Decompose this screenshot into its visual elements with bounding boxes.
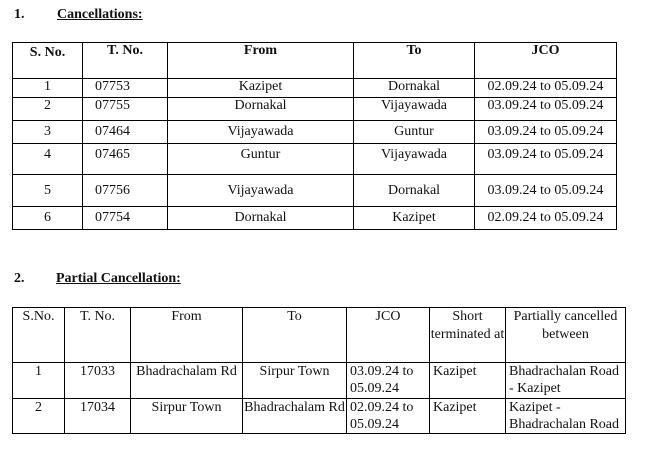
header-partially-cancelled: Partially cancelled between <box>506 308 626 363</box>
section-1-title: Cancellations: <box>57 7 143 22</box>
cell-sno: 4 <box>13 144 83 175</box>
cell-sno: 2 <box>13 399 65 434</box>
table-row <box>13 98 617 121</box>
cell-to: Dornakal <box>354 79 475 98</box>
cell-short-terminated: Kazipet <box>430 363 506 399</box>
section-2-title: Partial Cancellation: <box>56 271 181 286</box>
cell-from: Sirpur Town <box>131 399 243 434</box>
table-row <box>13 79 617 98</box>
header-from: From <box>168 43 354 79</box>
cell-jco: 02.09.24 to 05.09.24 <box>347 399 430 434</box>
cell-sno: 5 <box>13 175 83 207</box>
cell-to: Sirpur Town <box>243 363 347 399</box>
cell-from: Guntur <box>168 144 354 175</box>
cell-jco: 03.09.24 to 05.09.24 <box>475 175 617 207</box>
cell-from: Vijayawada <box>168 175 354 207</box>
table-row <box>13 207 617 230</box>
cell-jco: 03.09.24 to 05.09.24 <box>475 144 617 175</box>
header-to: To <box>243 308 347 363</box>
table-header-row <box>13 308 626 363</box>
cell-short-terminated: Kazipet <box>430 399 506 434</box>
header-jco: JCO <box>475 43 617 79</box>
cell-tno: 17033 <box>65 363 131 399</box>
cell-tno: 17034 <box>65 399 131 434</box>
header-to: To <box>354 43 475 79</box>
table-row <box>13 399 626 434</box>
cell-sno: 1 <box>13 79 83 98</box>
header-sno: S. No. <box>13 43 83 79</box>
cell-jco: 02.09.24 to 05.09.24 <box>475 79 617 98</box>
cell-to: Kazipet <box>354 207 475 230</box>
cell-from: Dornakal <box>168 207 354 230</box>
table-row <box>13 121 617 144</box>
cell-sno: 2 <box>13 98 83 121</box>
partial-cancellation-table <box>12 307 626 434</box>
cell-tno: 07464 <box>83 121 168 144</box>
cell-tno: 07755 <box>83 98 168 121</box>
cell-tno: 07465 <box>83 144 168 175</box>
header-jco: JCO <box>347 308 430 363</box>
table-row <box>13 144 617 175</box>
cell-from: Vijayawada <box>168 121 354 144</box>
cell-jco: 03.09.24 to 05.09.24 <box>475 98 617 121</box>
cell-jco: 03.09.24 to 05.09.24 <box>347 363 430 399</box>
cell-to: Vijayawada <box>354 144 475 175</box>
cell-to: Bhadrachalam Rd <box>243 399 347 434</box>
cell-tno: 07756 <box>83 175 168 207</box>
header-tno: T. No. <box>83 43 168 79</box>
cell-tno: 07754 <box>83 207 168 230</box>
cell-to: Guntur <box>354 121 475 144</box>
table-row <box>13 175 617 207</box>
cell-tno: 07753 <box>83 79 168 98</box>
cell-partially-cancelled: Kazipet - Bhadrachalan Road <box>506 399 626 434</box>
cell-jco: 02.09.24 to 05.09.24 <box>475 207 617 230</box>
cell-to: Dornakal <box>354 175 475 207</box>
header-short-terminated: Short terminated at <box>430 308 506 363</box>
cell-sno: 6 <box>13 207 83 230</box>
table-row <box>13 363 626 399</box>
cell-from: Bhadrachalam Rd <box>131 363 243 399</box>
header-tno: T. No. <box>65 308 131 363</box>
cell-jco: 03.09.24 to 05.09.24 <box>475 121 617 144</box>
section-2-number: 2. <box>14 271 25 286</box>
section-1-number: 1. <box>14 7 25 22</box>
cell-sno: 3 <box>13 121 83 144</box>
header-sno: S.No. <box>13 308 65 363</box>
cell-from: Kazipet <box>168 79 354 98</box>
table-header-row <box>13 43 617 79</box>
cell-sno: 1 <box>13 363 65 399</box>
cell-from: Dornakal <box>168 98 354 121</box>
header-from: From <box>131 308 243 363</box>
cell-partially-cancelled: Bhadrachalan Road - Kazipet <box>506 363 626 399</box>
cancellations-table <box>12 42 617 230</box>
cell-to: Vijayawada <box>354 98 475 121</box>
